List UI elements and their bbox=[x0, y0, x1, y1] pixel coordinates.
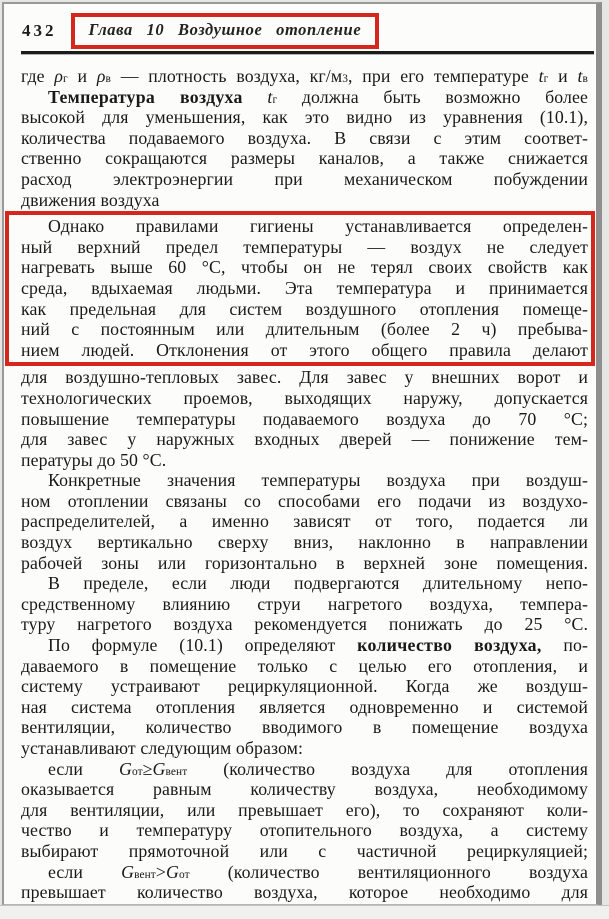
page-surface bbox=[2, 2, 602, 906]
text-line: ном отоплении связаны со способами его подачи из воздухо- bbox=[21, 490, 588, 511]
text-line: превышает количество воздуха, которое необходимо для bbox=[21, 882, 588, 903]
page-number: 432 bbox=[22, 21, 57, 40]
text-line: туру нагретого воздуха рекомендуется понижать до 25 °С. bbox=[21, 614, 588, 635]
scan-bottom-band bbox=[0, 905, 609, 919]
text-line: ственно сокращаются размеры каналов, а также снижается bbox=[21, 148, 588, 169]
text-line: нагревать выше 60 °С, чтобы он не терял своих свойств как bbox=[21, 257, 588, 278]
text-line: для воздушно-тепловых завес. Для завес у внешних ворот и bbox=[21, 367, 588, 388]
text-line: В пределе, если люди подвергаются длительному непо- bbox=[48, 573, 588, 594]
text-line: движения воздуха bbox=[21, 189, 160, 210]
text-line: оказывается равным количеству воздуха, необходимому bbox=[21, 779, 588, 800]
paragraphs-before-box bbox=[21, 66, 588, 210]
text-line: даваемого в помещение только с целью его отопления, и bbox=[21, 655, 588, 676]
text-line: количества подаваемого воздуха. В связи с этим соответ- bbox=[21, 127, 588, 148]
text-line: воздух вертикально сверху вниз, наклонно в направлении bbox=[21, 532, 588, 553]
page-header bbox=[22, 13, 586, 49]
text-line: повышение температуры подаваемого воздуха до 70 °С; bbox=[21, 408, 588, 429]
highlight-annotation-box bbox=[5, 211, 595, 366]
text-line: как предельная для систем воздушного отопления помеще- bbox=[21, 298, 588, 319]
chapter-title: Глава 10 Воздушное отопление bbox=[88, 20, 362, 39]
text-line: для вентиляции, или превышает его), то сохраняют коли- bbox=[21, 799, 588, 820]
text-line: высокой для уменьшения, как это видно из уравнения (10.1), bbox=[21, 107, 588, 128]
body-text bbox=[4, 66, 596, 903]
text-line: Однако правилами гигиены устанавливается определен- bbox=[48, 216, 588, 237]
text-line: где $\rho_г$ и $\rho_в$ — плотность воздуха, $кг/м^3$, при его температуре $t_г$ и $t_в$ bbox=[21, 66, 588, 86]
highlighted-paragraph bbox=[21, 216, 588, 360]
text-line: пературы до 50 °С. bbox=[21, 449, 167, 470]
text-line: нием людей. Отклонения от этого общего правила делают bbox=[21, 339, 588, 360]
text-line: Температура воздуха $t_г$ должна быть возможно более bbox=[48, 86, 588, 107]
text-line: расход электроэнергии при механическом побуждении bbox=[21, 168, 588, 189]
text-line: ний с постоянным или длительным (более 2 ч) пребыва- bbox=[21, 319, 588, 340]
text-line: устанавливают следующим образом: bbox=[21, 738, 304, 758]
text-line: вентиляции, количество вводимого в помещение воздуха bbox=[21, 717, 588, 738]
text-line: По формуле (10.1) определяют количество воздуха, по- bbox=[48, 635, 588, 656]
text-line: выбирают прямоточной или с частичной рециркуляцией; bbox=[21, 840, 588, 861]
text-line: если $G_{вент}>G_{от}$ (количество вентиляционного воздуха bbox=[48, 861, 589, 882]
chapter-annotation-box bbox=[71, 13, 380, 49]
text-line: Конкретные значения температуры воздуха при воздуш- bbox=[48, 470, 588, 491]
header-rule bbox=[21, 51, 594, 54]
text-line: если $G_{от}\ge G_{вент}$ (количество воздуха для отопления bbox=[48, 758, 589, 779]
text-line: чество и температуру отопительного воздуха, а систему bbox=[21, 820, 588, 841]
text-line: систему устраивают рециркуляционной. Когда же воздуш- bbox=[21, 676, 588, 697]
text-line: среда, вдыхаемая людьми. Эта температура и принимается bbox=[21, 277, 588, 298]
text-line: ный верхний предел температуры — воздух не следует bbox=[21, 236, 588, 257]
text-line: ная система отопления является одновременно и системой bbox=[21, 696, 588, 717]
text-line: технологических проемов, выходящих наружу, допускается bbox=[21, 387, 588, 408]
paragraphs-after-box bbox=[21, 367, 588, 902]
text-line: средственному влиянию струи нагретого воздуха, темпера- bbox=[21, 593, 588, 614]
text-line: распределителей, а именно зависят от того, подается ли bbox=[21, 511, 588, 532]
text-line: для завес у наружных входных дверей — понижение тем- bbox=[21, 429, 588, 450]
text-line: рабочей зоны или горизонтально в верхней зоне помещения. bbox=[21, 552, 588, 573]
